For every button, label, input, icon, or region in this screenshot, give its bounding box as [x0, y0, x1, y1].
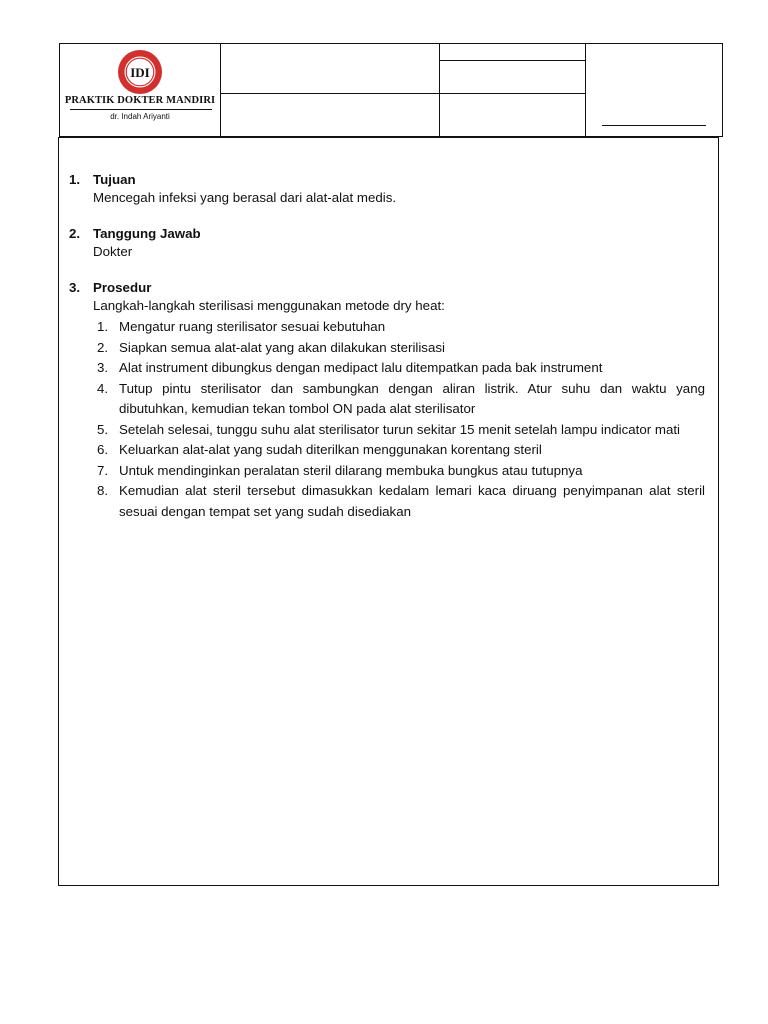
header-table — [59, 43, 723, 137]
list-item — [93, 317, 705, 338]
logo-cell — [60, 44, 220, 136]
section-procedure — [69, 279, 705, 522]
section-number: 3. — [69, 280, 81, 295]
doctor-name: dr. Indah Ariyanti — [110, 112, 170, 121]
section-purpose — [69, 171, 705, 207]
header-divider — [585, 44, 586, 136]
header-divider — [439, 44, 440, 136]
list-item — [93, 338, 705, 359]
step-text: Keluarkan alat-alat yang sudah diterilkan menggunakan korentang steril — [119, 442, 542, 457]
header-divider — [220, 44, 221, 136]
step-number: 4. — [97, 380, 109, 396]
svg-text:IDI: IDI — [130, 65, 150, 80]
step-number: 3. — [97, 360, 109, 375]
procedure-steps — [93, 317, 705, 522]
list-item — [93, 440, 705, 461]
step-text: Siapkan semua alat-alat yang akan dilakukan sterilisasi — [119, 339, 445, 355]
step-text: Mengatur ruang sterilisator sesuai kebutuhan — [119, 319, 386, 334]
clinic-name-underline — [70, 109, 212, 110]
clinic-name: PRAKTIK DOKTER MANDIRI — [64, 95, 216, 106]
header-divider — [220, 93, 439, 94]
step-number: 6. — [97, 442, 109, 457]
list-item — [93, 420, 705, 441]
step-text: Untuk mendinginkan peralatan steril dilarang membuka bungkus atau tutupnya — [119, 462, 583, 478]
signature-line — [602, 125, 706, 126]
step-number: 7. — [97, 462, 109, 478]
section-title: Prosedur — [93, 280, 152, 295]
step-number: 8. — [97, 483, 109, 498]
section-title: Tanggung Jawab — [93, 226, 201, 241]
section-responsibility — [69, 225, 705, 261]
step-number: 5. — [97, 421, 109, 437]
list-item — [93, 481, 705, 522]
idi-logo-icon — [116, 48, 164, 96]
procedure-content — [69, 171, 705, 540]
step-number: 1. — [97, 319, 109, 334]
header-divider — [439, 60, 585, 61]
section-number: 1. — [69, 172, 81, 187]
section-text: Langkah-langkah sterilisasi menggunakan metode dry heat: — [93, 298, 445, 313]
step-text: Setelah selesai, tunggu suhu alat sterilisator turun sekitar 15 menit setelah lampu indicator mati — [119, 421, 680, 437]
section-number: 2. — [69, 226, 81, 241]
list-item — [93, 461, 705, 482]
section-text: Mencegah infeksi yang berasal dari alat-alat medis. — [93, 190, 397, 205]
step-text: Kemudian alat steril tersebut dimasukkan kedalam lemari kaca diruang penyimpanan alat steril sesuai dengan tempat set yang sudah disediakan — [119, 483, 705, 519]
section-text: Dokter — [93, 244, 133, 259]
header-divider — [439, 93, 585, 94]
list-item — [93, 358, 705, 379]
step-number: 2. — [97, 339, 109, 355]
list-item — [93, 379, 705, 420]
section-title: Tujuan — [93, 172, 136, 187]
step-text: Tutup pintu sterilisator dan sambungkan dengan aliran listrik. Atur suhu dan waktu yang dibutuhkan, kemudian tekan tombol ON pada alat sterilisator — [119, 380, 705, 416]
step-text: Alat instrument dibungkus dengan medipact lalu ditempatkan pada bak instrument — [119, 360, 603, 375]
